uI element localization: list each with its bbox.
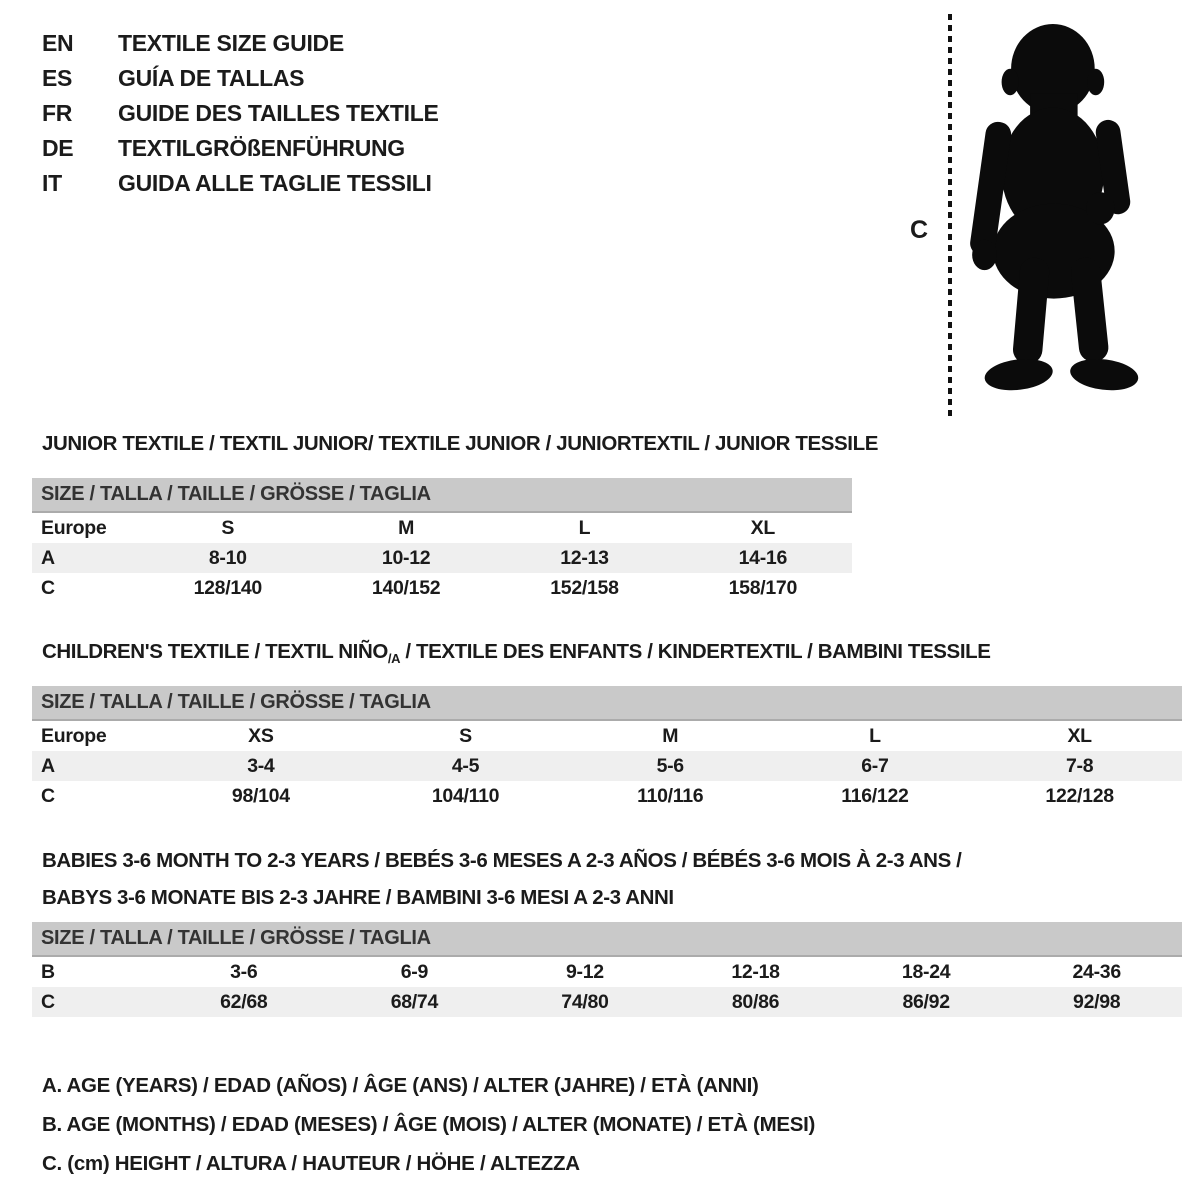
children-title-pre: CHILDREN'S TEXTILE / TEXTIL NIÑO bbox=[42, 640, 388, 663]
row-label: C bbox=[41, 784, 55, 807]
children-section-title bbox=[42, 640, 991, 666]
cell: 3-6 bbox=[230, 960, 258, 983]
cell: 92/98 bbox=[1011, 987, 1182, 1017]
cell: 7-8 bbox=[977, 751, 1182, 781]
language-row-it bbox=[42, 166, 439, 201]
cell: 4-5 bbox=[363, 751, 568, 781]
guide-title: TEXTILE SIZE GUIDE bbox=[118, 30, 344, 56]
cell: 110/116 bbox=[637, 784, 704, 807]
legend-line-a: A. AGE (YEARS) / EDAD (AÑOS) / ÂGE (ANS) / ALTER (JAHRE) / ETÀ (ANNI) bbox=[42, 1074, 759, 1097]
cell: XL bbox=[750, 516, 775, 539]
language-code: ES bbox=[42, 65, 73, 91]
table-row bbox=[32, 573, 852, 603]
row-label: Europe bbox=[41, 516, 107, 539]
table-row bbox=[32, 751, 1182, 781]
language-code: IT bbox=[42, 170, 62, 196]
guide-title: GUÍA DE TALLAS bbox=[118, 65, 305, 91]
cell: 3-4 bbox=[159, 751, 364, 781]
guide-title: GUIDE DES TAILLES TEXTILE bbox=[118, 100, 439, 126]
junior-section-title: JUNIOR TEXTILE / TEXTIL JUNIOR/ TEXTILE JUNIOR / JUNIORTEXTIL / JUNIOR TESSILE bbox=[42, 432, 878, 455]
cell: 98/104 bbox=[231, 784, 290, 807]
size-header-bar bbox=[32, 922, 1182, 956]
cell: M bbox=[662, 724, 679, 747]
cell: L bbox=[869, 724, 881, 747]
language-row-es bbox=[42, 61, 439, 96]
cell: 74/80 bbox=[500, 987, 671, 1017]
babies-title-line2: BABYS 3-6 MONATE BIS 2-3 JAHRE / BAMBINI 3-6 MESI A 2-3 ANNI bbox=[42, 886, 674, 909]
cell: 68/74 bbox=[329, 987, 500, 1017]
language-code: DE bbox=[42, 135, 74, 161]
cell: S bbox=[221, 516, 235, 539]
row-label: C bbox=[32, 987, 159, 1017]
cell: 5-6 bbox=[568, 751, 773, 781]
measurement-legend bbox=[42, 1066, 815, 1183]
table-row bbox=[32, 781, 1182, 811]
babies-section-title bbox=[42, 842, 961, 916]
cell: 128/140 bbox=[193, 576, 262, 599]
row-label: B bbox=[41, 960, 55, 983]
cell: 62/68 bbox=[159, 987, 330, 1017]
height-measure-label: C bbox=[910, 216, 929, 244]
height-measure-dashed-line bbox=[948, 14, 952, 416]
cell: 86/92 bbox=[841, 987, 1012, 1017]
children-title-sub: /A bbox=[387, 651, 401, 667]
size-header-bar bbox=[32, 686, 1182, 720]
row-label: A bbox=[32, 751, 159, 781]
table-row bbox=[32, 987, 1182, 1017]
cell: M bbox=[398, 516, 415, 539]
language-row-en bbox=[42, 26, 439, 61]
size-header-bar bbox=[32, 478, 852, 512]
cell: 18-24 bbox=[901, 960, 951, 983]
legend-line-c: C. (cm) HEIGHT / ALTURA / HAUTEUR / HÖHE / ALTEZZA bbox=[42, 1152, 580, 1175]
cell: 158/170 bbox=[728, 576, 797, 599]
size-header-label: SIZE / TALLA / TAILLE / GRÖSSE / TAGLIA bbox=[32, 922, 1182, 956]
legend-line-b: B. AGE (MONTHS) / EDAD (MESES) / ÂGE (MOIS) / ALTER (MONATE) / ETÀ (MESI) bbox=[42, 1113, 816, 1136]
language-row-fr bbox=[42, 96, 439, 131]
language-code: FR bbox=[42, 100, 73, 126]
cell: 104/110 bbox=[431, 784, 500, 807]
cell: 122/128 bbox=[1045, 784, 1114, 807]
cell: 152/158 bbox=[550, 576, 619, 599]
cell: XS bbox=[248, 724, 274, 747]
cell: 12-13 bbox=[495, 543, 673, 573]
row-label: C bbox=[41, 576, 55, 599]
cell: 14-16 bbox=[674, 543, 852, 573]
size-header-label: SIZE / TALLA / TAILLE / GRÖSSE / TAGLIA bbox=[32, 686, 1182, 720]
row-label: Europe bbox=[41, 724, 107, 747]
cell: 24-36 bbox=[1072, 960, 1121, 983]
children-size-table bbox=[32, 686, 1182, 811]
table-row bbox=[32, 956, 1182, 987]
cell: 6-7 bbox=[773, 751, 978, 781]
cell: 80/86 bbox=[670, 987, 841, 1017]
junior-size-table bbox=[32, 478, 852, 603]
language-title-list bbox=[42, 26, 439, 201]
cell: XL bbox=[1067, 724, 1092, 747]
cell: 116/122 bbox=[841, 784, 909, 807]
table-row bbox=[32, 720, 1182, 751]
table-row bbox=[32, 512, 852, 543]
cell: 6-9 bbox=[400, 960, 429, 983]
cell: L bbox=[578, 516, 591, 539]
cell: 9-12 bbox=[566, 960, 604, 983]
language-row-de bbox=[42, 131, 439, 166]
cell: 8-10 bbox=[139, 543, 317, 573]
cell: S bbox=[459, 724, 472, 747]
guide-title: TEXTILGRÖßENFÜHRUNG bbox=[118, 135, 405, 161]
row-label: A bbox=[32, 543, 139, 573]
children-title-post: / TEXTILE DES ENFANTS / KINDERTEXTIL / BAMBINI TESSILE bbox=[400, 640, 991, 663]
table-row bbox=[32, 543, 852, 573]
babies-title-line1: BABIES 3-6 MONTH TO 2-3 YEARS / BEBÉS 3-6 MESES A 2-3 AÑOS / BÉBÉS 3-6 MOIS À 2-3 ANS / bbox=[42, 849, 962, 872]
cell: 12-18 bbox=[731, 960, 780, 983]
baby-silhouette bbox=[956, 10, 1146, 420]
cell: 140/152 bbox=[371, 576, 441, 599]
cell: 10-12 bbox=[317, 543, 495, 573]
size-header-label: SIZE / TALLA / TAILLE / GRÖSSE / TAGLIA bbox=[32, 478, 852, 512]
language-code: EN bbox=[42, 30, 74, 56]
babies-size-table bbox=[32, 922, 1182, 1017]
guide-title: GUIDA ALLE TAGLIE TESSILI bbox=[118, 170, 432, 196]
